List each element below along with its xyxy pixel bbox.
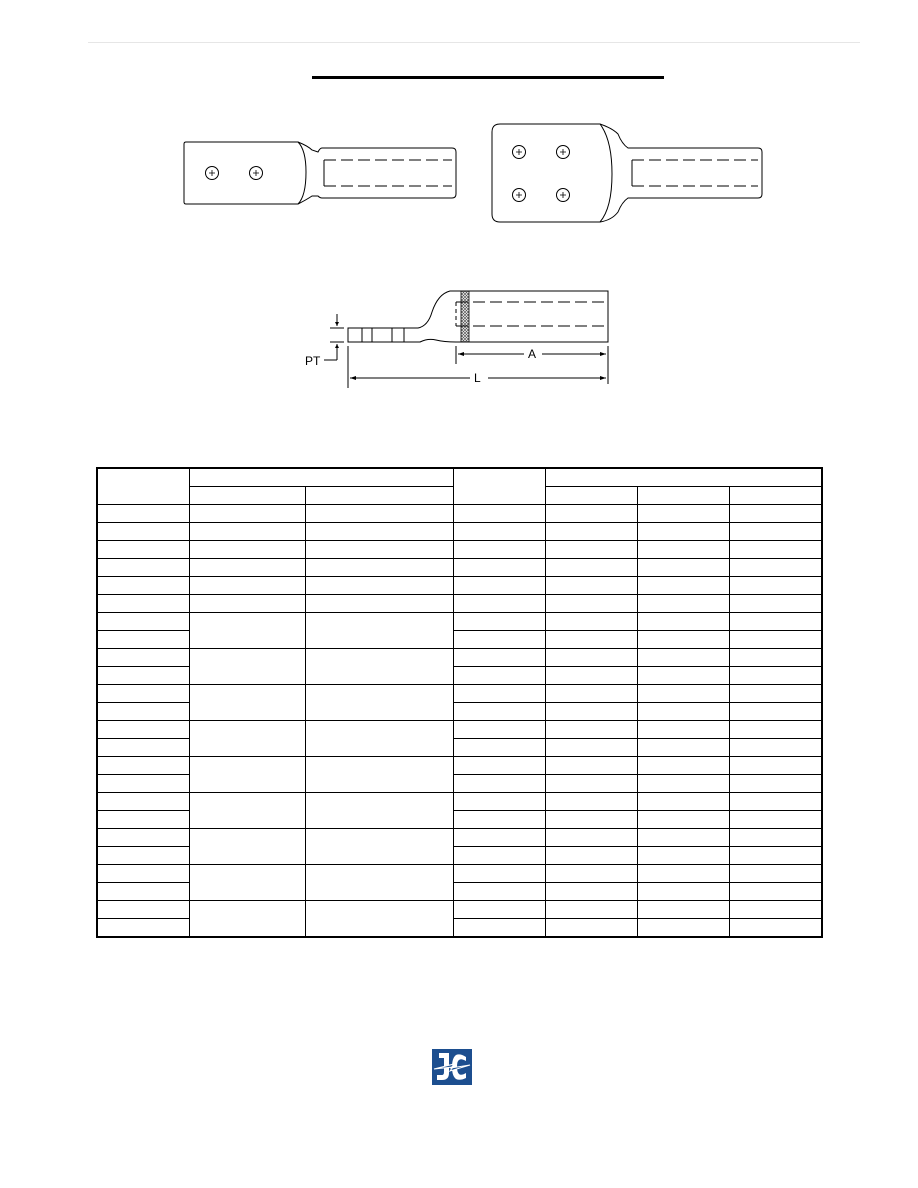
table-cell xyxy=(729,541,822,559)
table-cell xyxy=(729,919,822,938)
table-cell xyxy=(453,667,545,685)
table-cell xyxy=(97,577,189,595)
table-cell xyxy=(729,703,822,721)
table-row xyxy=(97,829,822,847)
table-cell xyxy=(545,595,637,613)
table-cell xyxy=(305,559,453,577)
table-cell xyxy=(545,721,637,739)
table-cell xyxy=(729,775,822,793)
table-cell xyxy=(97,901,189,919)
table-cell xyxy=(729,865,822,883)
table-cell xyxy=(545,847,637,865)
spec-table xyxy=(96,467,823,938)
table-cell xyxy=(453,901,545,919)
table-cell xyxy=(97,919,189,938)
table-row xyxy=(97,577,822,595)
table-cell xyxy=(453,613,545,631)
table-cell xyxy=(729,595,822,613)
table-cell xyxy=(729,721,822,739)
table-cell xyxy=(729,523,822,541)
table-cell xyxy=(97,631,189,649)
table-cell xyxy=(637,613,729,631)
table-cell xyxy=(637,523,729,541)
table-cell xyxy=(637,847,729,865)
table-cell xyxy=(189,559,305,577)
table-cell xyxy=(637,721,729,739)
table-cell xyxy=(189,757,305,793)
table-cell xyxy=(637,883,729,901)
table-cell xyxy=(189,541,305,559)
table-cell xyxy=(97,829,189,847)
table-cell xyxy=(189,505,305,523)
table-cell xyxy=(545,901,637,919)
table-cell xyxy=(453,775,545,793)
table-cell xyxy=(545,631,637,649)
table-cell xyxy=(729,739,822,757)
table-cell xyxy=(453,631,545,649)
header-cell xyxy=(189,487,305,505)
table-cell xyxy=(637,919,729,938)
table-cell xyxy=(545,865,637,883)
table-cell xyxy=(729,829,822,847)
table-row xyxy=(97,721,822,739)
table-cell xyxy=(453,577,545,595)
table-cell xyxy=(189,613,305,649)
table-cell xyxy=(637,703,729,721)
table-cell xyxy=(637,595,729,613)
table-cell xyxy=(453,703,545,721)
header-cell xyxy=(453,468,545,505)
table-cell xyxy=(729,757,822,775)
lug-side-view-icon xyxy=(324,291,608,388)
table-cell xyxy=(189,649,305,685)
table-cell xyxy=(453,811,545,829)
table-cell xyxy=(97,847,189,865)
table-cell xyxy=(305,721,453,757)
table-cell xyxy=(637,757,729,775)
table-cell xyxy=(305,757,453,793)
table-cell xyxy=(729,613,822,631)
table-row xyxy=(97,559,822,577)
table-cell xyxy=(729,847,822,865)
table-cell xyxy=(637,505,729,523)
header-cell xyxy=(189,468,453,487)
l-dimension-label: L xyxy=(474,371,481,385)
header-cell xyxy=(637,487,729,505)
table-cell xyxy=(97,667,189,685)
table-cell xyxy=(729,505,822,523)
table-cell xyxy=(729,901,822,919)
table-cell xyxy=(729,883,822,901)
two-hole-lug-icon xyxy=(184,142,456,204)
table-cell xyxy=(305,685,453,721)
table-cell xyxy=(305,541,453,559)
table-cell xyxy=(545,811,637,829)
table-row xyxy=(97,595,822,613)
table-row xyxy=(97,865,822,883)
four-hole-lug-icon xyxy=(492,124,762,222)
table-cell xyxy=(637,775,729,793)
table-cell xyxy=(189,595,305,613)
table-cell xyxy=(729,667,822,685)
table-cell xyxy=(97,649,189,667)
table-cell xyxy=(97,883,189,901)
table-cell xyxy=(97,595,189,613)
table-cell xyxy=(305,577,453,595)
table-header-row xyxy=(97,468,822,487)
table-cell xyxy=(729,577,822,595)
table-cell xyxy=(453,793,545,811)
table-cell xyxy=(729,793,822,811)
table-row xyxy=(97,523,822,541)
table-cell xyxy=(545,703,637,721)
table-cell xyxy=(545,757,637,775)
table-cell xyxy=(305,613,453,649)
table-cell xyxy=(97,703,189,721)
table-cell xyxy=(453,847,545,865)
table-cell xyxy=(637,541,729,559)
header-cell xyxy=(729,487,822,505)
table-cell xyxy=(97,775,189,793)
table-cell xyxy=(545,577,637,595)
table-cell xyxy=(453,757,545,775)
table-cell xyxy=(97,811,189,829)
table-cell xyxy=(305,523,453,541)
table-row xyxy=(97,505,822,523)
table-row xyxy=(97,757,822,775)
table-cell xyxy=(97,613,189,631)
a-dimension-label: A xyxy=(528,347,537,361)
table-cell xyxy=(453,919,545,938)
header-cell xyxy=(97,468,189,505)
table-cell xyxy=(305,793,453,829)
table-cell xyxy=(729,649,822,667)
table-cell xyxy=(637,829,729,847)
table-cell xyxy=(305,829,453,865)
table-cell xyxy=(637,559,729,577)
table-row xyxy=(97,613,822,631)
table-cell xyxy=(545,559,637,577)
table-cell xyxy=(545,883,637,901)
table-row xyxy=(97,901,822,919)
table-cell xyxy=(97,865,189,883)
table-row xyxy=(97,793,822,811)
table-cell xyxy=(545,775,637,793)
table-cell xyxy=(545,541,637,559)
table-cell xyxy=(189,721,305,757)
table-cell xyxy=(545,523,637,541)
table-cell xyxy=(453,523,545,541)
header-cell xyxy=(545,468,822,487)
table-cell xyxy=(305,649,453,685)
table-cell xyxy=(97,757,189,775)
table-cell xyxy=(189,793,305,829)
table-cell xyxy=(453,595,545,613)
table-cell xyxy=(453,721,545,739)
table-cell xyxy=(637,649,729,667)
table-cell xyxy=(545,793,637,811)
table-cell xyxy=(545,919,637,938)
spec-table-body xyxy=(97,468,822,937)
table-cell xyxy=(189,865,305,901)
table-cell xyxy=(453,505,545,523)
table-cell xyxy=(453,559,545,577)
lug-drawings xyxy=(0,0,918,440)
table-cell xyxy=(97,793,189,811)
table-cell xyxy=(637,685,729,703)
table-cell xyxy=(97,541,189,559)
table-cell xyxy=(189,523,305,541)
table-cell xyxy=(453,739,545,757)
table-cell xyxy=(189,901,305,938)
table-cell xyxy=(545,667,637,685)
table-row xyxy=(97,649,822,667)
table-cell xyxy=(637,901,729,919)
table-cell xyxy=(637,793,729,811)
table-cell xyxy=(305,505,453,523)
table-cell xyxy=(729,559,822,577)
table-cell xyxy=(305,901,453,938)
table-cell xyxy=(453,829,545,847)
table-cell xyxy=(97,523,189,541)
table-cell xyxy=(453,883,545,901)
company-logo-icon xyxy=(432,1049,472,1085)
table-cell xyxy=(545,649,637,667)
table-cell xyxy=(729,685,822,703)
table-cell xyxy=(189,577,305,595)
table-cell xyxy=(189,829,305,865)
table-row xyxy=(97,541,822,559)
table-cell xyxy=(453,541,545,559)
table-cell xyxy=(637,865,729,883)
table-cell xyxy=(97,559,189,577)
table-cell xyxy=(453,685,545,703)
table-cell xyxy=(729,811,822,829)
header-cell xyxy=(305,487,453,505)
table-cell xyxy=(637,577,729,595)
table-cell xyxy=(189,685,305,721)
table-cell xyxy=(305,865,453,901)
header-cell xyxy=(545,487,637,505)
table-cell xyxy=(545,829,637,847)
table-cell xyxy=(97,739,189,757)
table-cell xyxy=(97,721,189,739)
table-cell xyxy=(545,685,637,703)
table-cell xyxy=(453,649,545,667)
table-cell xyxy=(97,505,189,523)
table-cell xyxy=(637,667,729,685)
pt-dimension-label: PT xyxy=(305,354,321,368)
table-cell xyxy=(637,631,729,649)
table-cell xyxy=(545,505,637,523)
table-cell xyxy=(545,739,637,757)
table-cell xyxy=(729,631,822,649)
table-cell xyxy=(637,811,729,829)
table-cell xyxy=(305,595,453,613)
table-cell xyxy=(637,739,729,757)
table-row xyxy=(97,685,822,703)
table-cell xyxy=(97,685,189,703)
table-cell xyxy=(545,613,637,631)
table-cell xyxy=(453,865,545,883)
